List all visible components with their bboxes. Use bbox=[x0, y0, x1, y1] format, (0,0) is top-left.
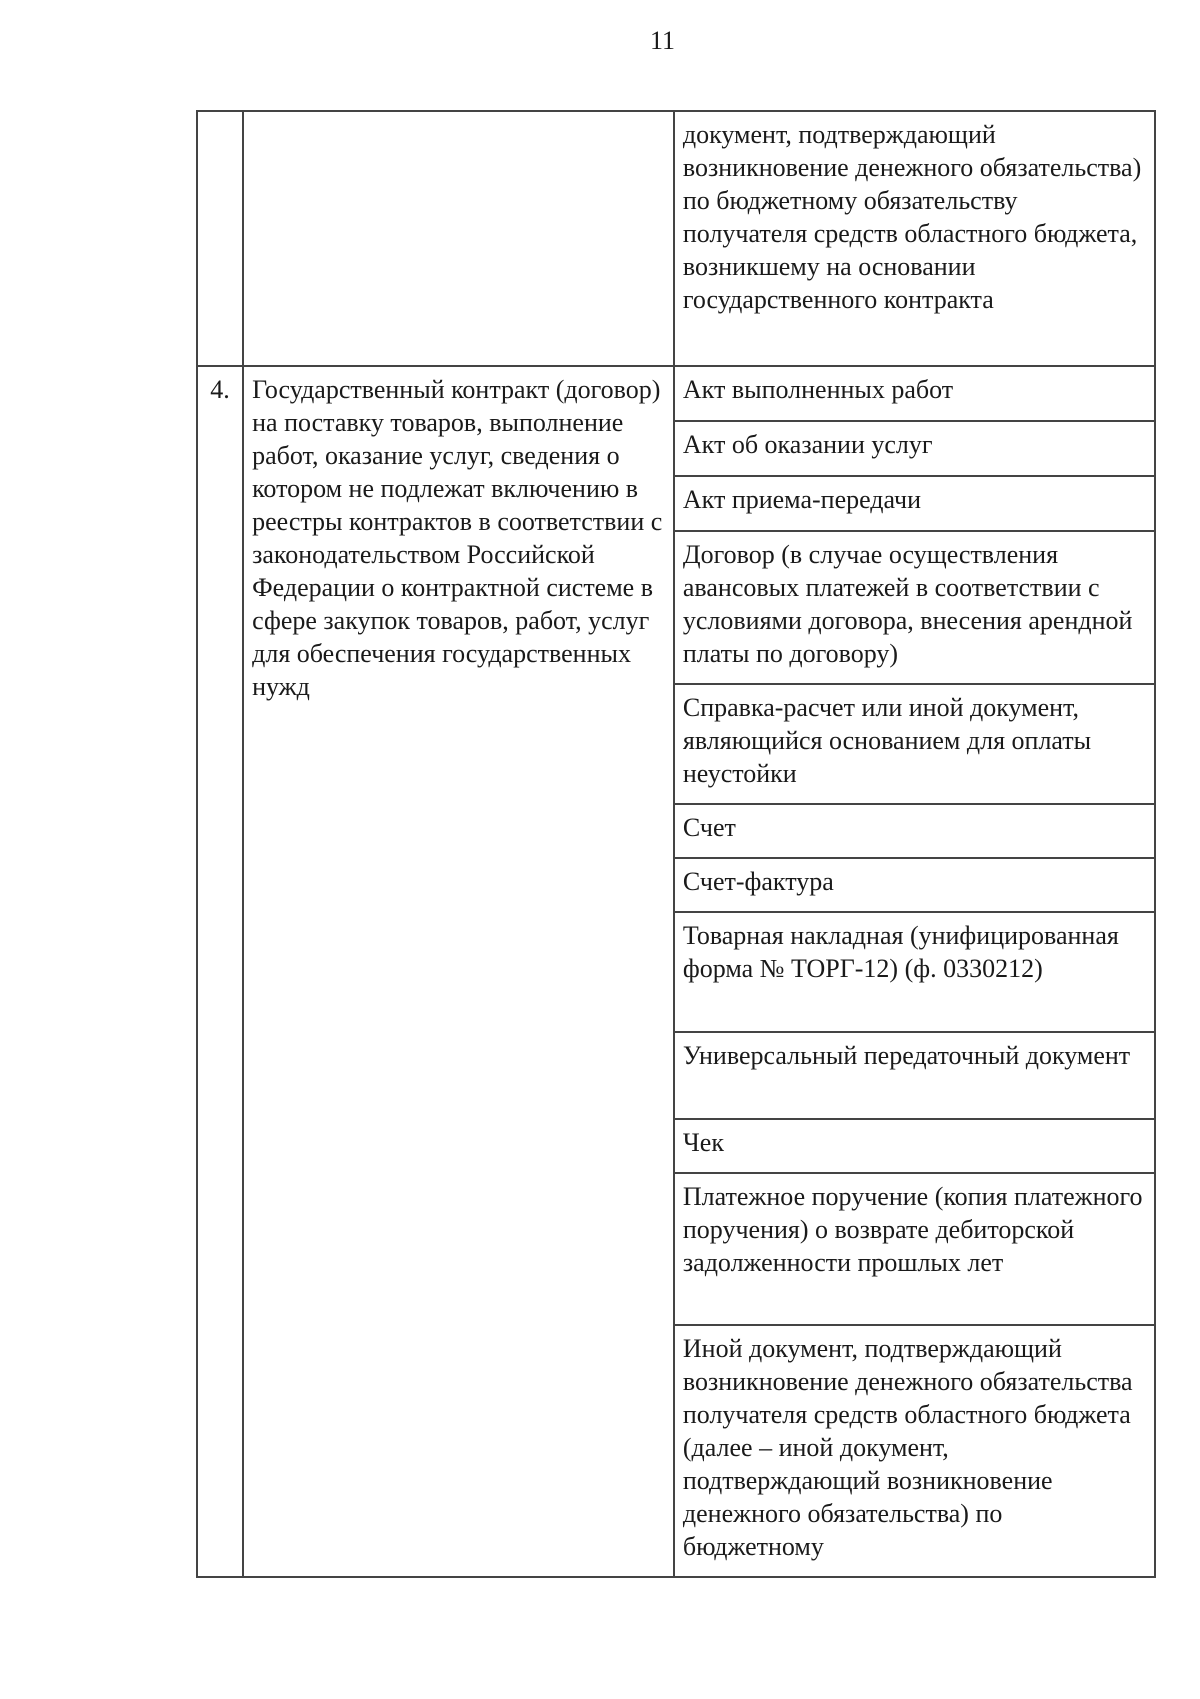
document-cell: Универсальный передаточный документ bbox=[674, 1032, 1155, 1119]
row-description: Государственный контракт (договор) на поставку товаров, выполнение работ, оказание услуг, сведения о котором не подлежат включению в реестры контрактов в соответствии с законодательством Российской Федерации о контрактной системе в сфере закупок товаров, работ, услуг для обеспечения государственных нужд bbox=[243, 366, 674, 1577]
document-cell: Счет bbox=[674, 804, 1155, 858]
document-cell: Акт выполненных работ bbox=[674, 366, 1155, 421]
row-number: 4. bbox=[197, 366, 243, 1577]
continuation-document-cell: документ, подтверждающий возникновение денежного обязательства) по бюджетному обязательству получателя средств областного бюджета, возникшему на основании государственного контракта bbox=[674, 111, 1155, 366]
document-cell: Справка-расчет или иной документ, являющийся основанием для оплаты неустойки bbox=[674, 684, 1155, 804]
table-row-4 bbox=[197, 366, 1155, 421]
document-cell: Иной документ, подтверждающий возникновение денежного обязательства получателя средств областного бюджета (далее – иной документ, подтверждающий возникновение денежного обязательства) по бюджетному bbox=[674, 1325, 1155, 1577]
document-cell: Акт об оказании услуг bbox=[674, 421, 1155, 476]
document-cell: Акт приема-передачи bbox=[674, 476, 1155, 531]
document-cell: Договор (в случае осуществления авансовых платежей в соответствии с условиями договора, внесения арендной платы по договору) bbox=[674, 531, 1155, 684]
continuation-number-cell bbox=[197, 111, 243, 366]
documents-table bbox=[196, 110, 1156, 1578]
page-number: 11 bbox=[650, 26, 676, 55]
document-cell: Товарная накладная (унифицированная форма № ТОРГ-12) (ф. 0330212) bbox=[674, 912, 1155, 1032]
table-row-continuation bbox=[197, 111, 1155, 366]
document-cell: Платежное поручение (копия платежного поручения) о возврате дебиторской задолженности прошлых лет bbox=[674, 1173, 1155, 1325]
document-cell: Счет-фактура bbox=[674, 858, 1155, 912]
document-cell: Чек bbox=[674, 1119, 1155, 1173]
continuation-description-cell bbox=[243, 111, 674, 366]
